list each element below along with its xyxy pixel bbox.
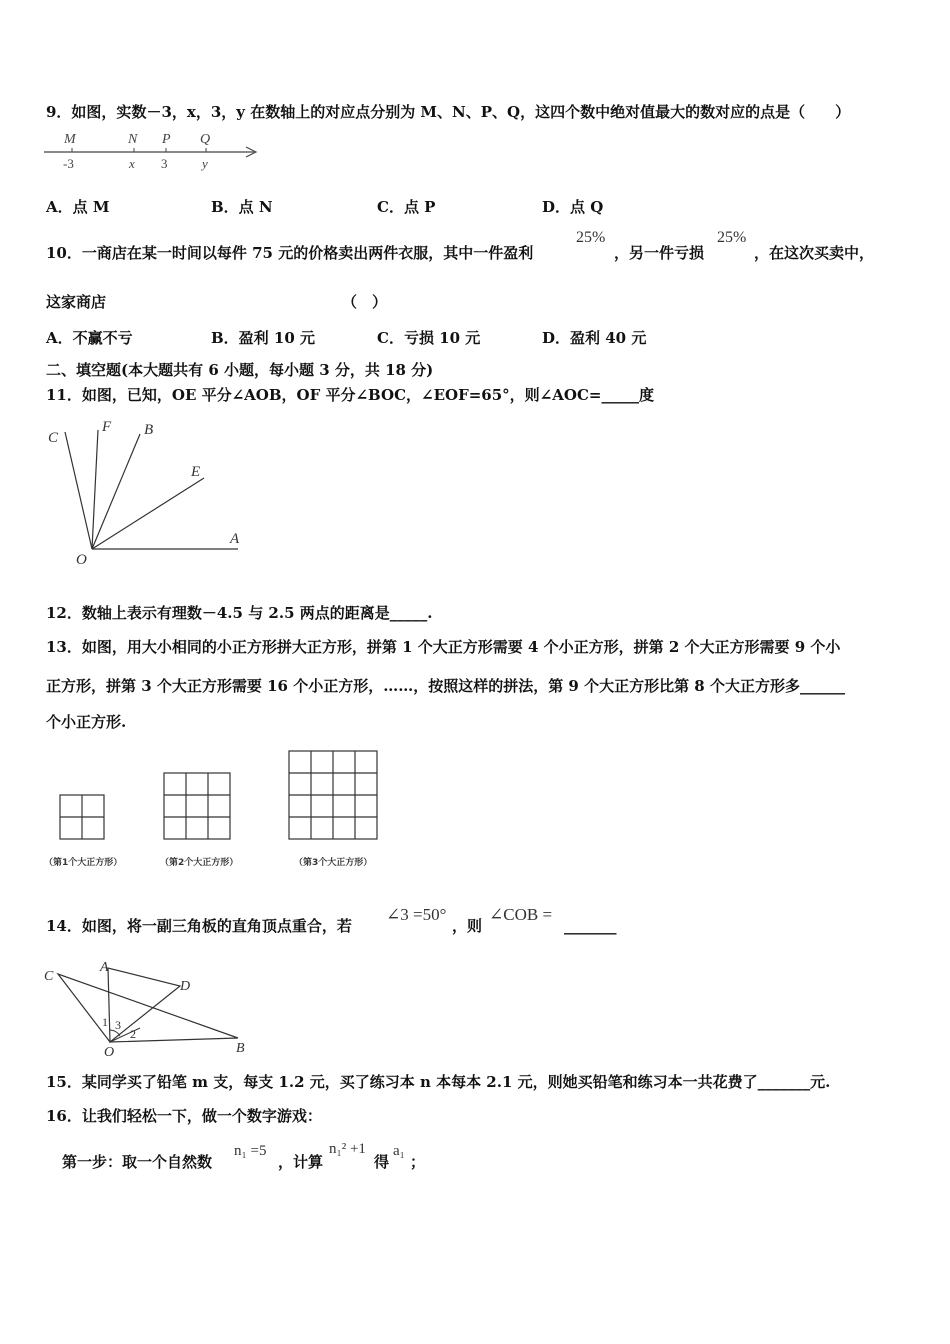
q9-option-a: A．点 M [46, 198, 110, 216]
point-e-label: E [191, 464, 201, 480]
q13-line2: 正方形，拼第 3 个大正方形需要 16 个小正方形，……，按照这样的拼法，第 9 个大正方形比第 8 个大正方形多______ [46, 677, 845, 695]
point-o-label: O [76, 552, 87, 568]
point-b-label: B [144, 422, 154, 438]
q16-n1-equals-5: n₁ =5 [234, 1143, 267, 1159]
q16-step1-text-c: 得 [374, 1153, 390, 1171]
section-2-heading: 二、填空题(本大题共有 6 小题，每小题 3 分，共 18 分) [46, 361, 434, 379]
tri-point-c-label: C [44, 969, 54, 984]
value-neg3-label: -3 [63, 156, 74, 171]
square-figure-2-caption: （第2个大正方形） [160, 858, 239, 868]
q16-step1-text-b: ，计算 [278, 1153, 324, 1171]
q14-text-a: 14．如图，将一副三角板的直角顶点重合，若 [46, 917, 352, 935]
value-y-label: y [202, 156, 208, 171]
tri-point-d-label: D [180, 979, 191, 994]
q16-text: 16．让我们轻松一下，做一个数字游戏： [46, 1107, 322, 1125]
point-a-label: A [230, 531, 240, 547]
angle-3-label: 3 [115, 1018, 121, 1032]
q10-text-a: 10．一商店在某一时间以每件 75 元的价格卖出两件衣服，其中一件盈利 [46, 244, 534, 262]
angle-1-label: 1 [102, 1015, 108, 1029]
q9-text: 9．如图，实数－3，x，3，y 在数轴上的对应点分别为 M、N、P、Q，这四个数中绝对值最大的数对应的点是（ ） [46, 103, 851, 121]
q9-number-line [40, 128, 270, 176]
q13-line3: 个小正方形. [46, 713, 127, 731]
q13-square-figures [40, 745, 400, 875]
square-figure-1 [60, 795, 104, 839]
point-n-label: N [128, 132, 138, 147]
q10-text-c: ，在这次买卖中， [754, 244, 875, 262]
tri-point-o-label: O [104, 1045, 115, 1060]
q16-a1: a₁ [393, 1143, 405, 1159]
tri-point-a-label: A [100, 960, 109, 975]
point-q-label: Q [200, 132, 211, 147]
square-figure-3 [289, 751, 377, 839]
q10-percent-2: 25% [717, 229, 747, 246]
q10-option-b: B．盈利 10 元 [211, 329, 315, 347]
q13-line1: 13．如图，用大小相同的小正方形拼大正方形，拼第 1 个大正方形需要 4 个小正方形，拼第 2 个大正方形需要 9 个小 [46, 638, 841, 656]
square-figure-1-caption: （第1个大正方形） [44, 858, 123, 868]
q14-triangle-figure [40, 958, 260, 1060]
q10-answer-paren: （ ） [342, 293, 388, 311]
point-m-label: M [64, 132, 76, 147]
q9-option-b: B．点 N [211, 198, 273, 216]
q14-text-b: ，则 [452, 917, 483, 935]
point-p-label: P [162, 132, 171, 147]
q12-text: 12．数轴上表示有理数－4.5 与 2.5 两点的距离是_____. [46, 604, 433, 622]
q9-option-d: D．点 Q [542, 198, 604, 216]
square-figure-2 [164, 773, 230, 839]
tri-point-b-label: B [236, 1041, 245, 1056]
q9-option-c: C．点 P [377, 198, 436, 216]
q16-step1-text-a: 第一步：取一个自然数 [62, 1153, 213, 1171]
square-figure-3-caption: （第3个大正方形） [294, 858, 373, 868]
q10-line2: 这家商店 [46, 293, 107, 311]
value-x-label: x [129, 156, 135, 171]
q11-text: 11．如图，已知，OE 平分∠AOB，OF 平分∠BOC，∠EOF=65°，则∠AOC=_____度 [46, 386, 654, 404]
q10-option-a: A．不赢不亏 [46, 329, 133, 347]
q14-angle3-math: ∠3 =50° [386, 905, 447, 924]
q11-angle-figure [40, 412, 250, 572]
q16-n1-squared-plus-1: n₁² +1 [329, 1141, 366, 1157]
q10-option-c: C．亏损 10 元 [377, 329, 481, 347]
point-c-label: C [48, 430, 59, 446]
angle-2-label: 2 [130, 1027, 136, 1041]
q10-option-d: D．盈利 40 元 [542, 329, 647, 347]
q15-text: 15．某同学买了铅笔 m 支，每支 1.2 元，买了练习本 n 本每本 2.1 元，则她买铅笔和练习本一共花费了_______元. [46, 1073, 831, 1091]
q16-step1-text-d: ； [410, 1153, 426, 1171]
q10-text-b: ，另一件亏损 [614, 244, 705, 262]
point-f-label: F [102, 419, 112, 435]
q14-answer-blank: _______ [564, 917, 617, 935]
value-3-label: 3 [161, 156, 168, 171]
q10-percent-1: 25% [576, 229, 606, 246]
q14-angle-cob-math: ∠COB = [489, 905, 553, 924]
